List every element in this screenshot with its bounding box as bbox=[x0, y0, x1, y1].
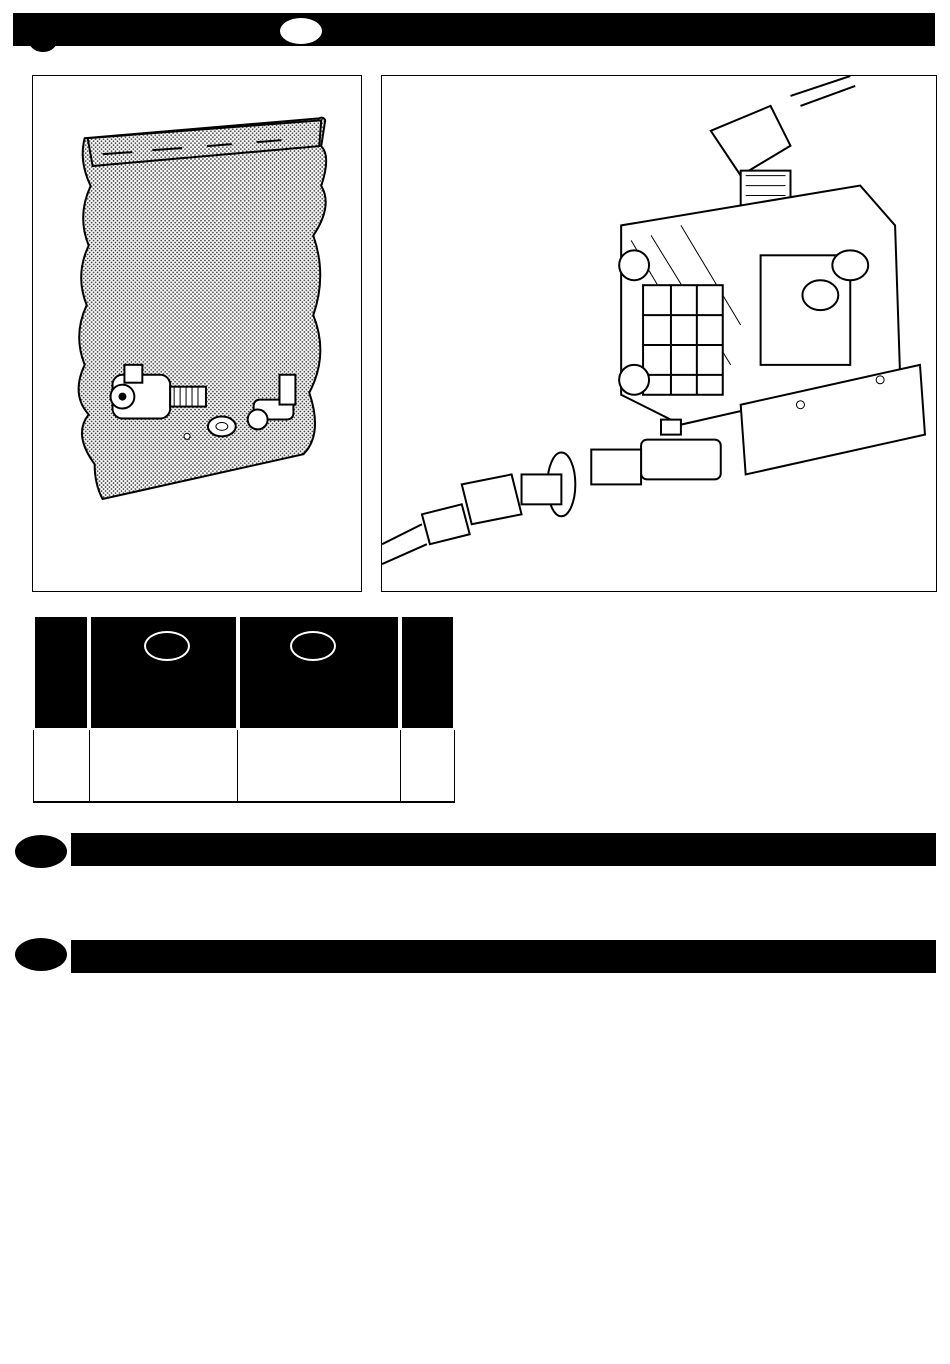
header-bar bbox=[13, 13, 935, 46]
section-heading-bar-1 bbox=[71, 833, 936, 866]
section-number-badge-1 bbox=[15, 835, 67, 868]
section-number-badge-2 bbox=[15, 938, 67, 971]
table-cell bbox=[91, 735, 236, 795]
table-divider-1 bbox=[33, 730, 34, 802]
table-divider-4 bbox=[400, 730, 401, 802]
table-cell bbox=[240, 735, 398, 795]
table-header-language-badge-1 bbox=[144, 631, 190, 661]
table-bottom-rule bbox=[33, 801, 455, 803]
table-cell bbox=[35, 735, 87, 795]
header-corner-tab bbox=[28, 38, 58, 52]
figure-valve-assembly bbox=[381, 75, 937, 592]
bag-of-fittings-illustration bbox=[33, 76, 361, 591]
section-heading-bar-2 bbox=[71, 940, 936, 973]
table-header-cell-3 bbox=[240, 617, 398, 728]
table-cell bbox=[402, 735, 453, 795]
valve-assembly-illustration bbox=[382, 76, 936, 591]
table-header-language-badge-2 bbox=[290, 631, 336, 661]
table-divider-3 bbox=[237, 730, 238, 802]
table-divider-2 bbox=[89, 730, 90, 802]
figure-fittings-bag bbox=[32, 75, 362, 592]
table-header-cell-4 bbox=[402, 617, 453, 728]
table-divider-5 bbox=[454, 730, 455, 802]
header-language-badge bbox=[278, 16, 324, 46]
table-header-cell-2 bbox=[91, 617, 236, 728]
table-header-cell-1 bbox=[35, 617, 87, 728]
